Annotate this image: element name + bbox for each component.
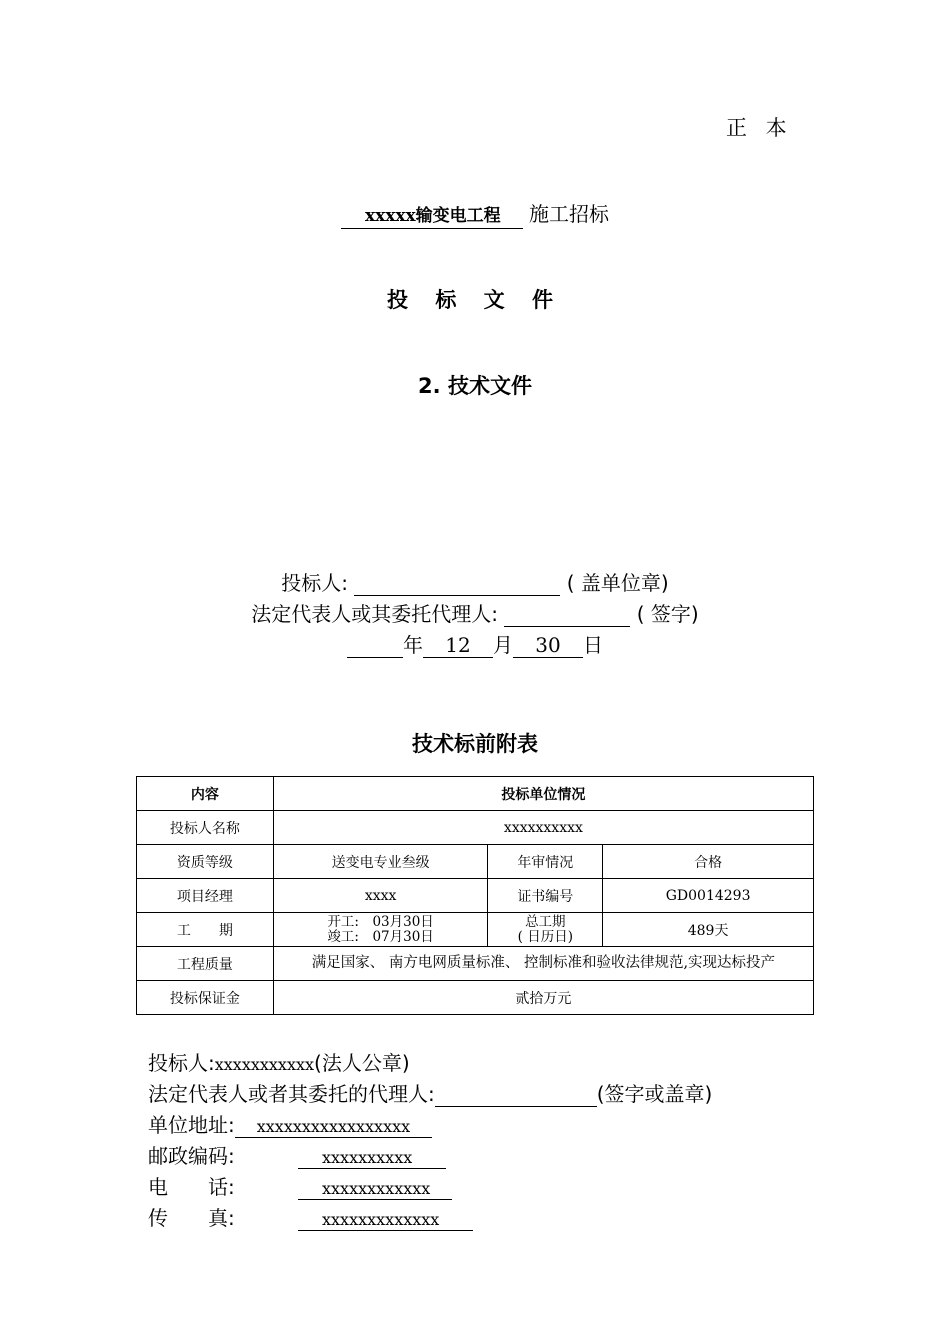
info-postcode (148, 1140, 446, 1169)
row-sub-value: 489天 (603, 913, 814, 947)
end-date: 竣工: 07月30日 (327, 928, 434, 945)
month-unit: 月 (493, 633, 513, 657)
row-label: 资质等级 (137, 845, 274, 879)
signature-bidder-line (0, 567, 950, 596)
info-bidder-label: 投标人: (148, 1051, 215, 1075)
row-value: xxxxxxxxxx (273, 811, 813, 845)
table-row (137, 981, 814, 1015)
document-title: 投 标 文 件 (387, 288, 563, 312)
project-name: xxxxx输变电工程 (341, 202, 523, 229)
table-header-row (137, 777, 814, 811)
row-value: 贰拾万元 (273, 981, 813, 1015)
duration-label: 总工期 (525, 913, 566, 930)
project-suffix: 施工招标 (529, 202, 610, 226)
start-date: 开工: 03月30日 (327, 913, 434, 930)
row-value: 送变电专业叁级 (273, 845, 488, 879)
info-phone-value: xxxxxxxxxxxx (298, 1179, 452, 1200)
row-label: 工 期 (137, 913, 274, 947)
bidder-blank (354, 573, 560, 596)
info-bidder-value: xxxxxxxxxxx (214, 1055, 315, 1074)
row-label: 投标保证金 (137, 981, 274, 1015)
row-label: 工程质量 (137, 947, 274, 981)
signature-date-line (0, 629, 950, 658)
rep-blank (504, 604, 630, 627)
info-rep-note: (签字或盖章) (596, 1082, 713, 1106)
info-fax-label: 传 真: (148, 1206, 235, 1230)
duration-unit-label: ( 日历日) (517, 928, 573, 945)
row-value: xxxx (273, 879, 488, 913)
copy-mark: 正 本 (726, 116, 793, 140)
project-title (0, 198, 950, 229)
info-rep-blank (435, 1086, 597, 1107)
info-rep-label: 法定代表人或者其委托的代理人: (148, 1082, 435, 1106)
table-row (137, 947, 814, 981)
day-unit: 日 (583, 633, 603, 657)
info-bidder (148, 1047, 410, 1076)
year-unit: 年 (403, 633, 423, 657)
document-section: 2. 技术文件 (418, 374, 532, 398)
table-row (137, 879, 814, 913)
table-row (137, 811, 814, 845)
row-sub-label (488, 913, 603, 947)
info-fax-value: xxxxxxxxxxxxx (298, 1210, 473, 1231)
info-address (148, 1109, 432, 1138)
header-status: 投标单位情况 (273, 777, 813, 811)
row-label: 项目经理 (137, 879, 274, 913)
header-content: 内容 (137, 777, 274, 811)
rep-label: 法定代表人或其委托代理人: (251, 602, 499, 626)
row-value: 满足国家、 南方电网质量标准、 控制标准和验收法律规范,实现达标投产 (273, 947, 813, 981)
table-row (137, 845, 814, 879)
month-value: 12 (423, 633, 493, 658)
row-sub-value: 合格 (603, 845, 814, 879)
bidder-note: ( 盖单位章) (566, 571, 669, 595)
bidder-label: 投标人: (281, 571, 349, 595)
row-sub-label: 证书编号 (488, 879, 603, 913)
table-row (137, 913, 814, 947)
day-value: 30 (513, 633, 583, 658)
signature-rep-line (0, 598, 950, 627)
row-sub-value: GD0014293 (603, 879, 814, 913)
info-rep (148, 1078, 712, 1107)
appendix-table (136, 776, 814, 1015)
table-title: 技术标前附表 (412, 732, 538, 756)
info-postcode-label: 邮政编码: (148, 1144, 235, 1168)
row-value (273, 913, 488, 947)
year-blank (347, 635, 403, 658)
row-sub-label: 年审情况 (488, 845, 603, 879)
info-bidder-note: (法人公章) (314, 1051, 410, 1075)
row-label: 投标人名称 (137, 811, 274, 845)
info-fax (148, 1202, 473, 1231)
rep-note: ( 签字) (636, 602, 699, 626)
info-address-value: xxxxxxxxxxxxxxxxx (235, 1117, 432, 1138)
info-phone (148, 1171, 452, 1200)
info-postcode-value: xxxxxxxxxx (298, 1148, 446, 1169)
info-phone-label: 电 话: (148, 1175, 235, 1199)
info-address-label: 单位地址: (148, 1113, 235, 1137)
